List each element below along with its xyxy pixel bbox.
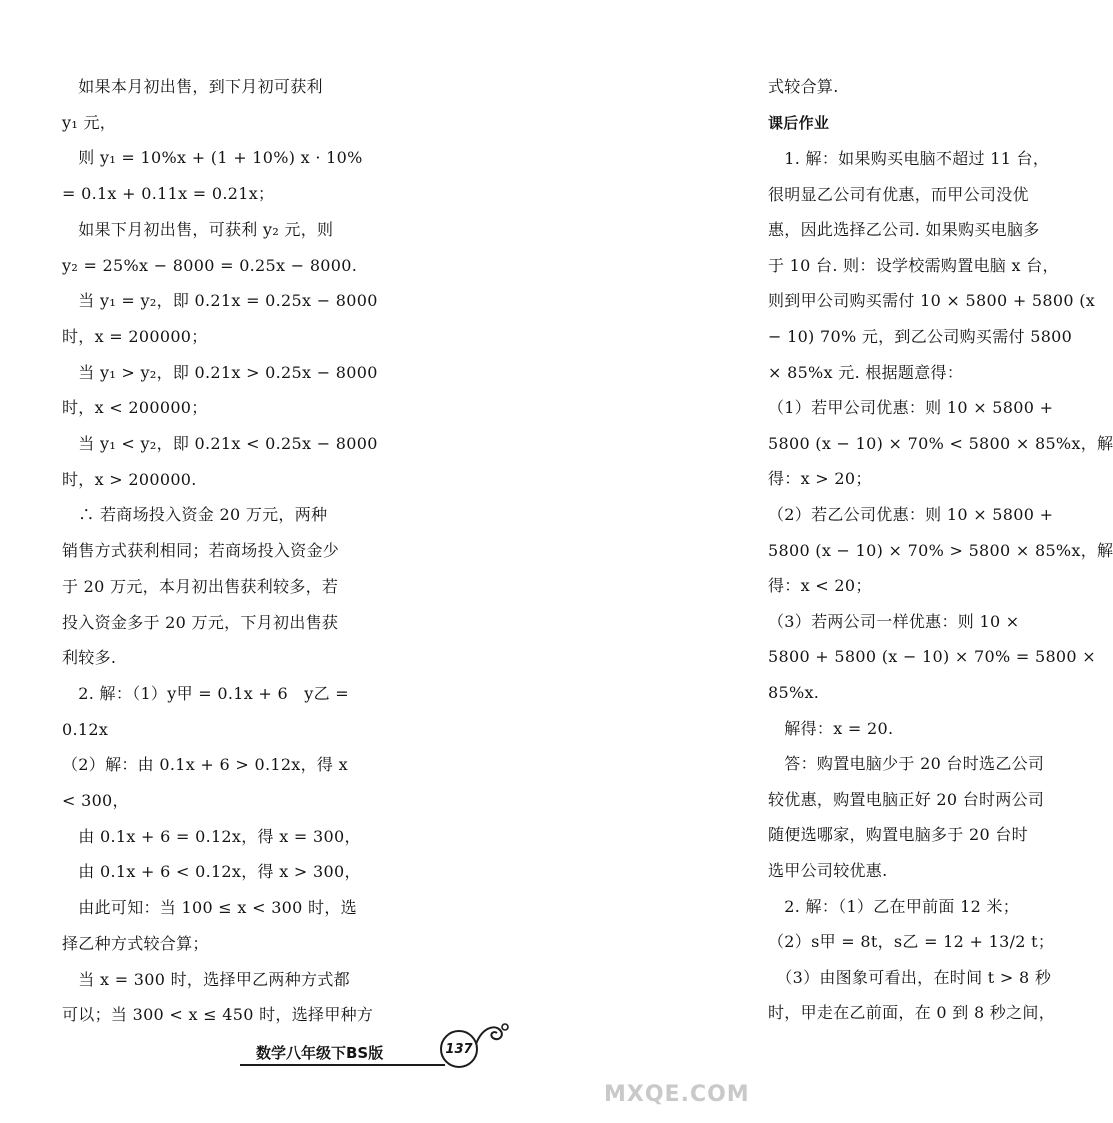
left-text-line: 如果下月初出售，可获利 y₂ 元，则	[62, 219, 334, 239]
left-text-line: 利较多.	[62, 648, 117, 668]
right-text-line: 2. 解：（1）乙在甲前面 12 米；	[768, 896, 1020, 916]
left-text-line: 择乙种方式较合算；	[62, 933, 209, 953]
right-text-line: 得：x < 20；	[768, 576, 872, 596]
watermark: MXQE.COM	[604, 1082, 750, 1107]
left-text-line: 0.12x	[62, 719, 109, 739]
right-text-line: 5800 (x − 10) × 70% < 5800 × 85%x，解	[768, 433, 1113, 453]
right-text-line: 于 10 台. 则：设学校需购置电脑 x 台，	[768, 255, 1059, 275]
right-text-line: 很明显乙公司有优惠，而甲公司没优	[768, 184, 1029, 204]
left-text-line: y₁ 元，	[62, 112, 117, 132]
left-text-line: 于 20 万元，本月初出售获利较多，若	[62, 576, 339, 596]
left-text-line: 销售方式获利相同；若商场投入资金少	[62, 541, 340, 561]
right-text-line: （2）s甲 = 8t，s乙 = 12 + 13/2 t；	[768, 932, 1055, 952]
right-text-line: 5800 (x − 10) × 70% > 5800 × 85%x，解	[768, 540, 1113, 560]
left-text-line: 当 x = 300 时，选择甲乙两种方式都	[62, 969, 350, 989]
right-text-line: 答：购置电脑少于 20 台时选乙公司	[768, 754, 1045, 774]
page-number: 137	[440, 1030, 478, 1068]
left-text-line: = 0.1x + 0.11x = 0.21x；	[62, 184, 275, 204]
left-text-line: 当 y₁ < y₂，即 0.21x < 0.25x − 8000	[62, 434, 378, 453]
right-text-line: 时，甲走在乙前面，在 0 到 8 秒之间，	[768, 1003, 1056, 1023]
left-text-line: 当 y₁ = y₂，即 0.21x = 0.25x − 8000	[62, 291, 378, 311]
right-text-line: 解得：x = 20.	[768, 718, 894, 738]
left-text-line: 则 y₁ = 10%x + (1 + 10%) x · 10%	[62, 148, 363, 168]
section-heading: 课后作业	[768, 114, 830, 132]
right-text-line: 1. 解：如果购买电脑不超过 11 台，	[768, 149, 1050, 168]
right-text-line: 较优惠，购置电脑正好 20 台时两公司	[768, 789, 1045, 809]
footer-rule	[240, 1064, 445, 1066]
left-text-line: 可以；当 300 < x ≤ 450 时，选择甲种方	[62, 1005, 374, 1025]
left-text-line: y₂ = 25%x − 8000 = 0.25x − 8000.	[62, 255, 358, 275]
right-text-line: 5800 + 5800 (x − 10) × 70% = 5800 ×	[768, 647, 1096, 667]
left-text-line: 2. 解：（1）y甲 = 0.1x + 6 y乙 =	[62, 683, 350, 703]
left-text-line: 由此可知：当 100 ≤ x < 300 时，选	[62, 898, 357, 918]
right-text-line: （1）若甲公司优惠：则 10 × 5800 +	[768, 398, 1054, 418]
left-text-line: 时，x < 200000；	[62, 398, 208, 418]
right-text-line: （3）若两公司一样优惠：则 10 ×	[768, 611, 1020, 631]
left-text-line: 投入资金多于 20 万元，下月初出售获	[62, 612, 339, 632]
right-text-line: − 10) 70% 元，到乙公司购买需付 5800	[768, 327, 1073, 346]
book-title: 数学八年级下BS版	[256, 1044, 384, 1062]
left-text-line: （2）解：由 0.1x + 6 > 0.12x，得 x	[62, 755, 348, 775]
right-text-line: 惠，因此选择乙公司. 如果购买电脑多	[768, 220, 1040, 240]
left-text-line: 如果本月初出售，到下月初可获利	[62, 77, 323, 96]
left-text-line: ∴ 若商场投入资金 20 万元，两种	[62, 505, 328, 525]
right-text-line: （2）若乙公司优惠：则 10 × 5800 +	[768, 505, 1054, 524]
left-text-line: < 300，	[62, 791, 129, 810]
left-text-line: 当 y₁ > y₂，即 0.21x > 0.25x − 8000	[62, 362, 378, 382]
left-text-line: 时，x > 200000.	[62, 469, 197, 489]
right-text-line: 则到甲公司购买需付 10 × 5800 + 5800 (x	[768, 291, 1096, 311]
left-text-line: 由 0.1x + 6 = 0.12x，得 x = 300，	[62, 826, 361, 846]
swirl-ornament-icon	[472, 1020, 510, 1050]
right-text-line: 式较合算.	[768, 77, 839, 96]
left-text-line: 由 0.1x + 6 < 0.12x，得 x > 300，	[62, 862, 361, 882]
left-text-line: 时，x = 200000；	[62, 326, 208, 346]
right-text-line: × 85%x 元. 根据题意得：	[768, 362, 964, 382]
right-text-line: （3）由图象可看出，在时间 t > 8 秒	[768, 967, 1052, 987]
right-text-line: 85%x.	[768, 683, 820, 702]
right-text-line: 得：x > 20；	[768, 469, 872, 489]
right-text-line: 选甲公司较优惠.	[768, 861, 888, 880]
right-text-line: 随便选哪家，购置电脑多于 20 台时	[768, 825, 1028, 845]
